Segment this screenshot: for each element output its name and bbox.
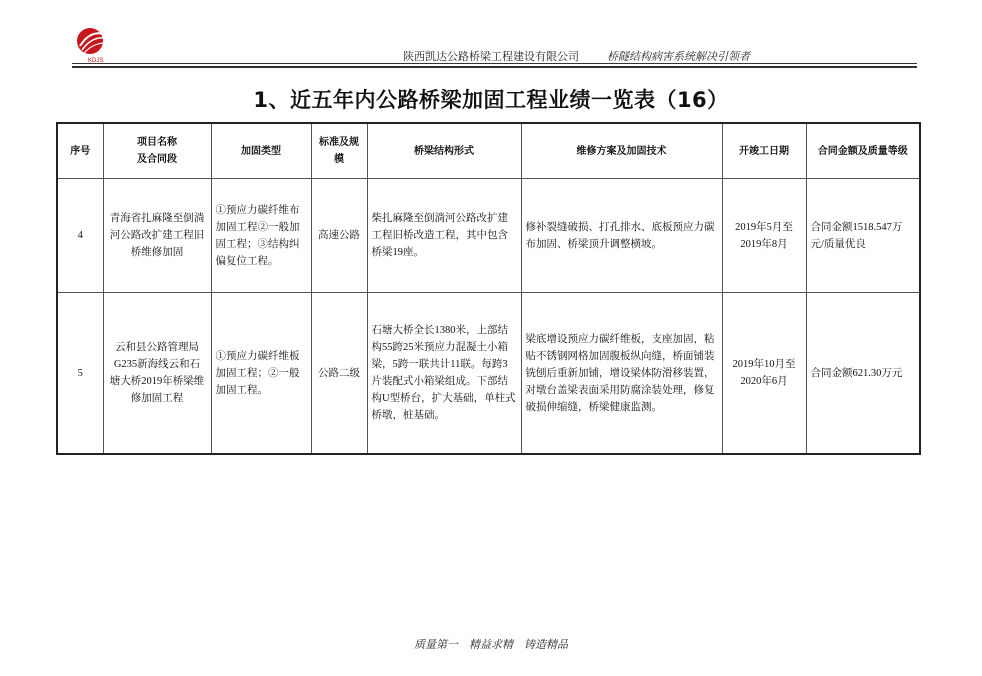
cell-no: 5 — [57, 293, 103, 455]
table-header-row — [57, 123, 920, 179]
cell-amount: 合同金额1518.547万元/质量优良 — [806, 179, 920, 293]
cell-dates: 2019年5月至2019年8月 — [722, 179, 806, 293]
cell-std: 高速公路 — [311, 179, 367, 293]
header-project — [103, 123, 211, 179]
footer-slogan: 质量第一 精益求精 铸造精品 — [414, 639, 568, 651]
header-rule — [72, 63, 917, 64]
cell-project: 青海省扎麻隆至倒淌河公路改扩建工程旧桥维修加固 — [103, 179, 211, 293]
header-project-line2: 及合同段 — [137, 154, 177, 165]
cell-project: 云和县公路管理局G235新海线云和石塘大桥2019年桥梁维修加固工程 — [103, 293, 211, 455]
header-project-line1: 项目名称 — [137, 137, 177, 148]
cell-no: 4 — [57, 179, 103, 293]
cell-dates: 2019年10月至2020年6月 — [722, 293, 806, 455]
header-std — [311, 123, 367, 179]
header-std-line1: 标准及规 — [319, 137, 359, 148]
table-row — [57, 293, 920, 455]
header-structure: 桥梁结构形式 — [367, 123, 521, 179]
header-dates: 开竣工日期 — [722, 123, 806, 179]
header-type: 加固类型 — [211, 123, 311, 179]
page-title: 1、近五年内公路桥梁加固工程业绩一览表（16） — [253, 88, 729, 112]
cell-structure: 柴扎麻隆至倒淌河公路改扩建工程旧桥改造工程，其中包含桥梁19座。 — [367, 179, 521, 293]
header-no: 序号 — [57, 123, 103, 179]
table-row — [57, 179, 920, 293]
header-method: 维修方案及加固技术 — [521, 123, 722, 179]
slogan: 桥隧结构病害系统解决引领者 — [607, 51, 750, 63]
performance-table — [56, 122, 921, 455]
header-std-line2: 模 — [334, 154, 344, 165]
logo-text: KDJS — [88, 58, 104, 64]
cell-method: 梁底增设预应力碳纤维板，支座加固，粘贴不锈钢网格加固腹板纵向缝，桥面铺装铣刨后重新加铺，增设梁体防滑移装置，对墩台盖梁表面采用防腐涂装处理，修复破损伸缩缝，桥梁健康监测。 — [521, 293, 722, 455]
company-name: 陕西凯达公路桥梁工程建设有限公司 — [403, 51, 579, 63]
cell-method: 修补裂缝破损、打孔排水、底板预应力碳布加固、桥梁顶升调整横坡。 — [521, 179, 722, 293]
cell-std: 公路二级 — [311, 293, 367, 455]
header-rule-thick — [72, 66, 917, 68]
cell-type: ①预应力碳纤维布加固工程②一般加固工程；③结构纠偏复位工程。 — [211, 179, 311, 293]
cell-type: ①预应力碳纤维板加固工程；②一般加固工程。 — [211, 293, 311, 455]
header-amount: 合同金额及质量等级 — [806, 123, 920, 179]
cell-amount: 合同金额621.30万元 — [806, 293, 920, 455]
cell-structure: 石塘大桥全长1380米，上部结构55跨25米预应力混凝土小箱梁，5跨一联共计11联。每跨3片装配式小箱梁组成。下部结构U型桥台，扩大基础，单柱式桥墩，桩基础。 — [367, 293, 521, 455]
